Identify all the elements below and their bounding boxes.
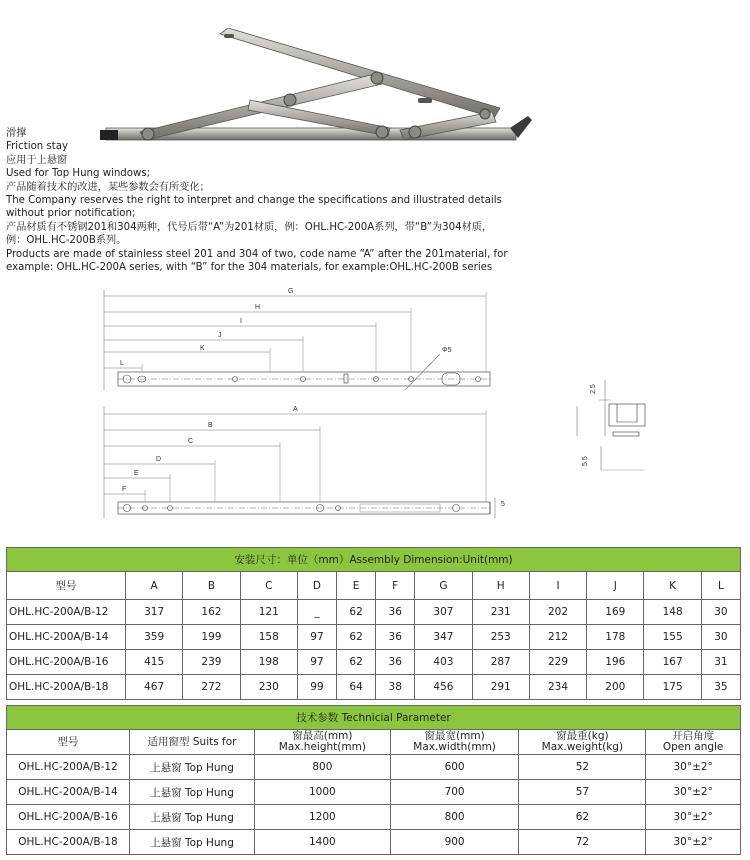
dim-label-d: D — [156, 456, 162, 463]
header-suits-for: 适用窗型 Suits for — [130, 730, 255, 755]
product-description — [6, 127, 746, 274]
header-open-angle — [646, 730, 741, 755]
cell-k: 155 — [644, 625, 701, 650]
desc-title-zh: 滑撑 — [6, 128, 27, 139]
cell-max-width: 900 — [390, 830, 519, 855]
cell-d: 97 — [297, 625, 336, 650]
cell-max-width: 600 — [390, 755, 519, 780]
cell-a: 467 — [126, 675, 183, 700]
header-model: 型号 — [7, 572, 126, 600]
header-open-angle-zh: 开启角度 — [672, 730, 715, 742]
cell-h: 287 — [472, 650, 529, 675]
cell-k: 175 — [644, 675, 701, 700]
header-g: G — [415, 572, 472, 600]
header-open-angle-en: Open angle — [662, 741, 724, 753]
dim-label-c: C — [188, 438, 194, 445]
hole-label: Φ5 — [442, 347, 452, 354]
cell-k: 148 — [644, 600, 701, 625]
cell-model: OHL.HC-200A/B-18 — [7, 830, 130, 855]
desc-material-zh: 产品材质有不锈钢201和304两种，代号后带“A”为201材质，例：OHL.HC-200A系列，带“B”为304材质，例：OHL.HC-200B系列。 — [6, 221, 493, 247]
dimension-table-header — [7, 572, 741, 600]
dim-label-f: F — [122, 486, 127, 493]
cell-e: 62 — [337, 625, 376, 650]
cell-l: 35 — [701, 675, 740, 700]
cell-model: OHL.HC-200A/B-16 — [7, 650, 126, 675]
dim-label-j: J — [218, 332, 222, 339]
desc-usage-zh: 应用于上悬窗 — [6, 154, 68, 166]
cell-max-height: 1000 — [255, 780, 391, 805]
cell-g: 347 — [415, 625, 472, 650]
cell-f: 36 — [376, 600, 415, 625]
header-max-width-zh: 窗最宽(mm) — [424, 730, 485, 742]
header-max-width — [390, 730, 519, 755]
cell-a: 359 — [126, 625, 183, 650]
header-l: L — [701, 572, 740, 600]
header-i: I — [529, 572, 586, 600]
dim-label-b: B — [208, 422, 213, 429]
cell-i: 229 — [529, 650, 586, 675]
cell-g: 403 — [415, 650, 472, 675]
cell-max-weight: 52 — [519, 755, 646, 780]
cell-i: 234 — [529, 675, 586, 700]
cell-max-height: 1200 — [255, 805, 391, 830]
cell-open-angle: 30°±2° — [646, 780, 741, 805]
cell-l: 30 — [701, 600, 740, 625]
cell-c: 121 — [240, 600, 297, 625]
cell-suits-for: 上悬窗 Top Hung — [130, 755, 255, 780]
cell-b: 162 — [183, 600, 240, 625]
cell-max-weight: 62 — [519, 805, 646, 830]
header-c: C — [240, 572, 297, 600]
desc-material-en: Products are made of stainless steel 201 and 304 of two, code name “A” after the 201material, for example: OHL.HC-200A series, with “B” for the 304 materials, for example:OHL.HC-200B series — [6, 248, 508, 274]
cell-f: 36 — [376, 650, 415, 675]
cell-d: 99 — [297, 675, 336, 700]
table-row — [7, 600, 741, 625]
cell-h: 291 — [472, 675, 529, 700]
header-h: H — [472, 572, 529, 600]
cell-i: 212 — [529, 625, 586, 650]
desc-notice-en: The Company reserves the right to interpret and change the specifications and illustrated details without prior notification; — [6, 195, 502, 220]
table-row — [7, 780, 741, 805]
header-j: J — [587, 572, 644, 600]
header-b: B — [183, 572, 240, 600]
cell-i: 202 — [529, 600, 586, 625]
cell-j: 178 — [587, 625, 644, 650]
cell-model: OHL.HC-200A/B-14 — [7, 780, 130, 805]
header-max-height-zh: 窗最高(mm) — [292, 730, 353, 742]
table-row — [7, 675, 741, 700]
cell-model: OHL.HC-200A/B-12 — [7, 600, 126, 625]
table-row — [7, 755, 741, 780]
dim-label-l: L — [120, 360, 124, 367]
dim-label-k: K — [200, 345, 205, 352]
cell-open-angle: 30°±2° — [646, 805, 741, 830]
cell-max-width: 700 — [390, 780, 519, 805]
header-max-width-en: Max.width(mm) — [413, 741, 496, 753]
cell-j: 169 — [587, 600, 644, 625]
desc-title-en: Friction stay — [6, 141, 69, 153]
cell-c: 230 — [240, 675, 297, 700]
desc-notice-zh: 产品随着技术的改进，某些参数会有所变化； — [6, 181, 210, 193]
header-e: E — [337, 572, 376, 600]
cell-f: 36 — [376, 625, 415, 650]
cell-l: 30 — [701, 625, 740, 650]
cell-f: 38 — [376, 675, 415, 700]
cell-e: 62 — [337, 600, 376, 625]
dim-label-g: G — [288, 288, 294, 295]
cell-k: 167 — [644, 650, 701, 675]
header-max-height — [255, 730, 391, 755]
cell-c: 158 — [240, 625, 297, 650]
cell-c: 198 — [240, 650, 297, 675]
tech-table-title: 技术参数 Technicial Parameter — [7, 706, 741, 730]
cell-model: OHL.HC-200A/B-14 — [7, 625, 126, 650]
cell-e: 62 — [337, 650, 376, 675]
table-row — [7, 805, 741, 830]
cell-a: 317 — [126, 600, 183, 625]
cross-section-drawing — [565, 370, 665, 480]
cell-j: 200 — [587, 675, 644, 700]
tech-table-header — [7, 730, 741, 755]
header-d: D — [297, 572, 336, 600]
cell-e: 64 — [337, 675, 376, 700]
cell-j: 196 — [587, 650, 644, 675]
header-model: 型号 — [7, 730, 130, 755]
cell-max-weight: 57 — [519, 780, 646, 805]
header-max-weight — [519, 730, 646, 755]
cell-a: 415 — [126, 650, 183, 675]
cell-l: 31 — [701, 650, 740, 675]
cell-max-height: 1400 — [255, 830, 391, 855]
header-a: A — [126, 572, 183, 600]
cell-d: _ — [297, 600, 336, 625]
cell-model: OHL.HC-200A/B-18 — [7, 675, 126, 700]
header-max-weight-en: Max.weight(kg) — [541, 741, 624, 753]
cell-h: 231 — [472, 600, 529, 625]
dim-label-e: E — [134, 470, 139, 477]
cell-b: 272 — [183, 675, 240, 700]
cell-suits-for: 上悬窗 Top Hung — [130, 805, 255, 830]
header-k: K — [644, 572, 701, 600]
cell-max-height: 800 — [255, 755, 391, 780]
cell-g: 456 — [415, 675, 472, 700]
header-f: F — [376, 572, 415, 600]
header-max-weight-zh: 窗最重(kg) — [556, 730, 609, 742]
technical-parameter-table — [6, 705, 741, 855]
cell-max-width: 800 — [390, 805, 519, 830]
section-dim-top: 2.5 — [590, 384, 597, 394]
table-row — [7, 625, 741, 650]
header-max-height-en: Max.height(mm) — [278, 741, 366, 753]
table-row — [7, 830, 741, 855]
section-dim-bottom: 5.5 — [582, 456, 589, 466]
cell-max-weight: 72 — [519, 830, 646, 855]
dimension-drawing — [100, 280, 520, 530]
cell-b: 239 — [183, 650, 240, 675]
table-row — [7, 650, 741, 675]
cell-open-angle: 30°±2° — [646, 755, 741, 780]
cell-g: 307 — [415, 600, 472, 625]
cell-suits-for: 上悬窗 Top Hung — [130, 830, 255, 855]
cell-open-angle: 30°±2° — [646, 830, 741, 855]
dim-label-thickness: 5 — [501, 501, 505, 508]
assembly-dimension-table — [6, 547, 741, 700]
desc-usage-en: Used for Top Hung windows; — [6, 168, 151, 180]
cell-suits-for: 上悬窗 Top Hung — [130, 780, 255, 805]
cell-model: OHL.HC-200A/B-16 — [7, 805, 130, 830]
dimension-table-title: 安装尺寸：单位（mm）Assembly Dimension:Unit(mm) — [7, 548, 741, 572]
dim-label-a: A — [293, 406, 298, 413]
cell-model: OHL.HC-200A/B-12 — [7, 755, 130, 780]
dim-label-i: I — [240, 318, 242, 325]
cell-b: 199 — [183, 625, 240, 650]
cell-h: 253 — [472, 625, 529, 650]
dim-label-h: H — [255, 304, 261, 311]
cell-d: 97 — [297, 650, 336, 675]
